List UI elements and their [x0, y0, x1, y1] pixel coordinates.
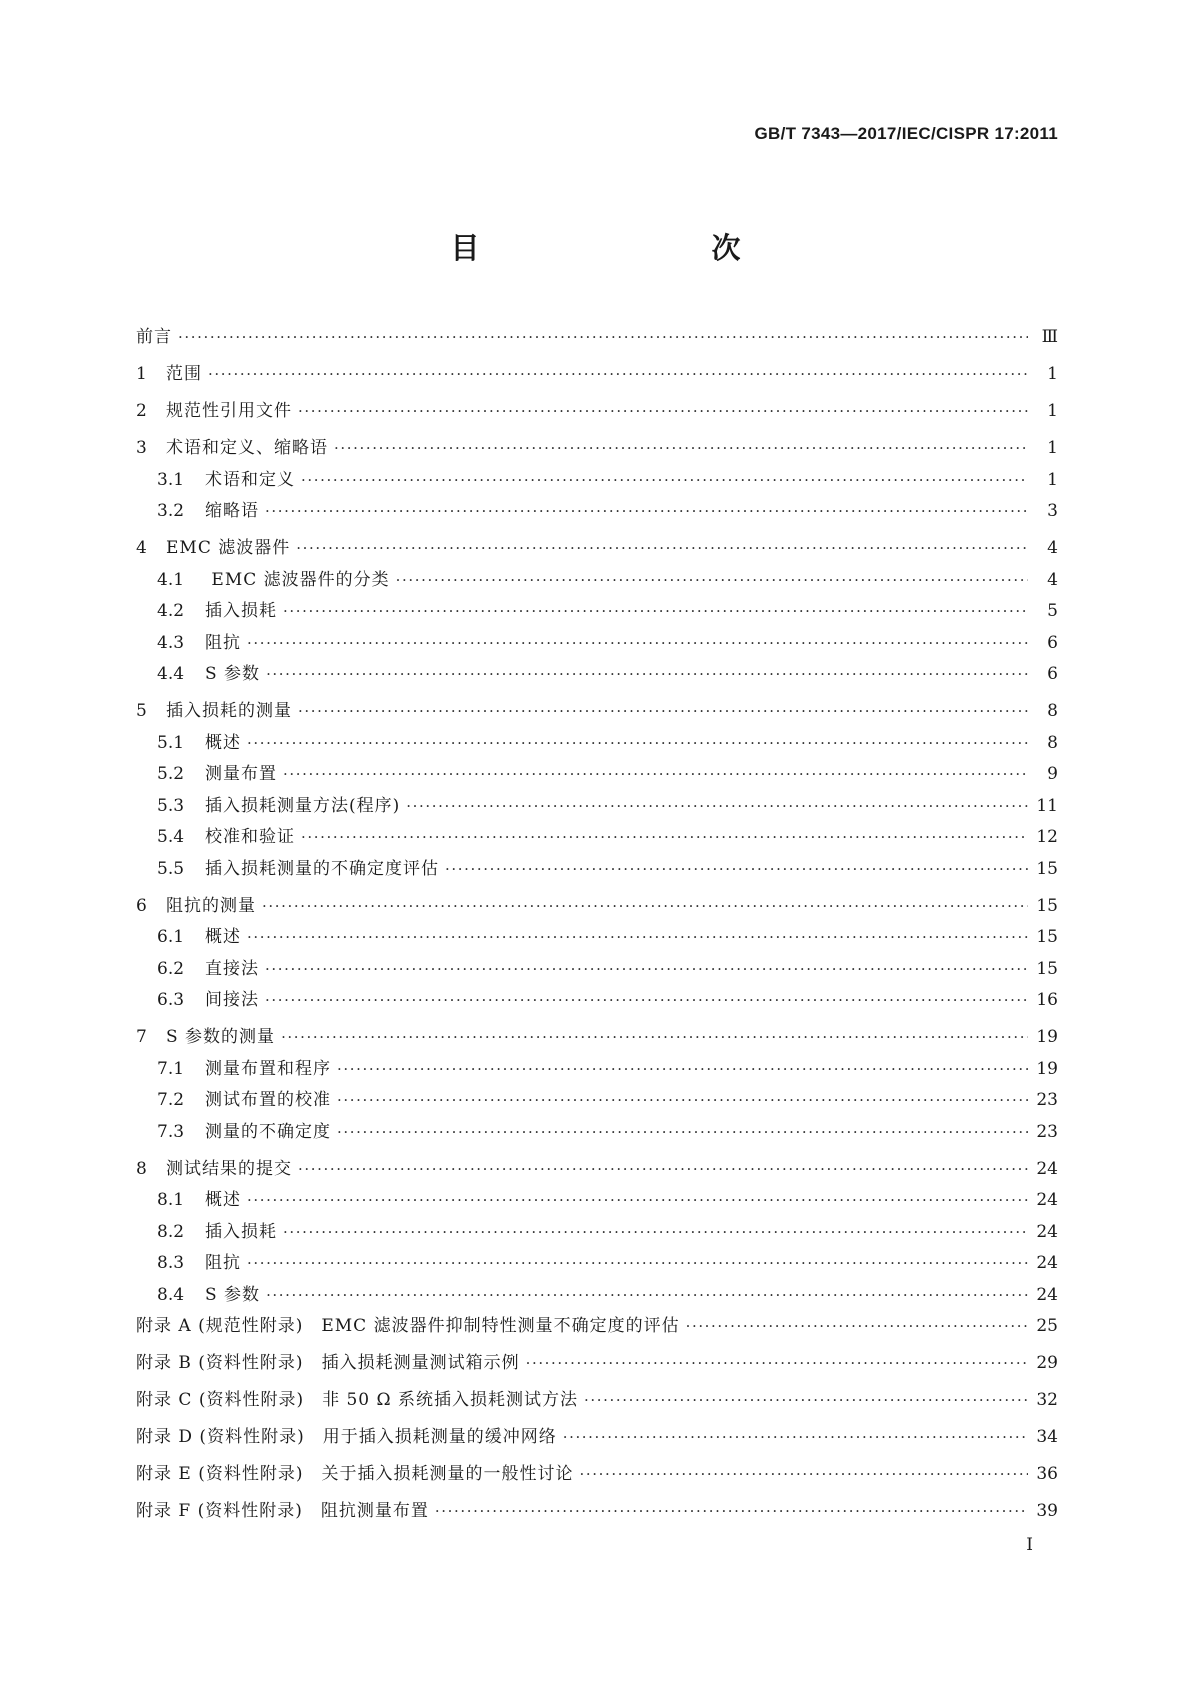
toc-entry-number: 3.2: [157, 501, 185, 521]
toc-leader-dots: [334, 437, 1028, 459]
toc-entry-page: 4: [1047, 538, 1058, 558]
toc-entry-page: 1: [1047, 364, 1058, 384]
toc-entry-page: 15: [1036, 927, 1058, 947]
toc-entry-page: 6: [1047, 664, 1058, 684]
toc-entry-number: 8: [136, 1158, 147, 1179]
toc-entry-number: 5.5: [157, 858, 185, 879]
toc-entry-title: 测试结果的提交: [166, 1158, 292, 1179]
toc-entry-title: 附录 D (资料性附录) 用于插入损耗测量的缓冲网络: [136, 1427, 557, 1447]
toc-leader-dots: [265, 958, 1028, 980]
toc-entry-page: 23: [1036, 1121, 1058, 1142]
toc-leader-dots: [686, 1315, 1028, 1337]
toc-entry-title: 间接法: [205, 990, 259, 1010]
toc-entry-title: 直接法: [205, 958, 259, 979]
toc-entry-number: 5: [136, 701, 147, 721]
toc-entry-title: 附录 A (规范性附录) EMC 滤波器件抑制特性测量不确定度的评估: [136, 1316, 680, 1336]
toc-leader-dots: [337, 1089, 1028, 1111]
toc-entry-title: 测量布置: [205, 764, 277, 784]
toc-entry-title: 缩略语: [205, 501, 259, 521]
toc-entry[interactable]: [136, 600, 1058, 632]
toc-leader-dots: [337, 1121, 1028, 1143]
toc-entry-page: 11: [1036, 795, 1058, 816]
toc-entry-title: 前言: [136, 327, 172, 347]
toc-entry-title: S 参数的测量: [166, 1027, 276, 1047]
toc-leader-dots: [265, 500, 1028, 522]
toc-leader-dots: [298, 1158, 1028, 1180]
toc-entry[interactable]: [136, 1121, 1058, 1153]
toc-entry-page: 24: [1036, 1158, 1058, 1179]
toc-entry-title: 概述: [205, 927, 241, 947]
toc-annex-entry[interactable]: [136, 1352, 1058, 1389]
toc-entry[interactable]: [136, 500, 1058, 532]
toc-entry-title: 术语和定义: [205, 469, 295, 490]
toc-entry[interactable]: [136, 326, 1058, 358]
toc-entry-number: 3.1: [157, 469, 185, 490]
toc-entry-page: 1: [1047, 438, 1058, 458]
toc-leader-dots: [445, 858, 1028, 880]
toc-entry[interactable]: [136, 826, 1058, 858]
toc-entry-page: 29: [1036, 1353, 1058, 1373]
toc-entry-number: 6: [136, 895, 147, 916]
toc-entry[interactable]: [136, 895, 1058, 927]
toc-entry-number: 7.2: [157, 1090, 185, 1110]
toc-entry-title: 附录 C (资料性附录) 非 50 Ω 系统插入损耗测试方法: [136, 1390, 579, 1410]
toc-entry-page: 24: [1036, 1253, 1058, 1273]
toc-entry-page: 39: [1036, 1501, 1058, 1521]
toc-entry-title: S 参数: [205, 1284, 261, 1305]
toc-leader-dots: [265, 989, 1028, 1011]
toc-entry-page: Ⅲ: [1041, 327, 1058, 347]
toc-entry-number: 5.3: [157, 795, 185, 816]
toc-entry-page: 15: [1036, 858, 1058, 879]
toc-entry-title: 测量的不确定度: [205, 1121, 331, 1142]
toc-entry-title: 插入损耗: [205, 1221, 277, 1242]
toc-entry[interactable]: [136, 926, 1058, 958]
toc-leader-dots: [247, 1189, 1028, 1211]
toc-entry-title: 概述: [205, 732, 241, 753]
page-number: I: [1026, 1535, 1033, 1555]
toc-entry-title: 阻抗: [205, 632, 241, 653]
toc-entry[interactable]: [136, 537, 1058, 569]
toc-annex-entry[interactable]: [136, 1426, 1058, 1463]
toc-leader-dots: [247, 1252, 1028, 1274]
toc-entry[interactable]: [136, 632, 1058, 664]
toc-annex-entry[interactable]: [136, 1389, 1058, 1426]
toc-entry[interactable]: [136, 1221, 1058, 1253]
toc-entry-number: 4.4: [157, 664, 185, 684]
toc-entry[interactable]: [136, 1284, 1058, 1316]
toc-entry-title: 范围: [166, 364, 202, 384]
toc-entry-page: 32: [1036, 1390, 1058, 1410]
toc-leader-dots: [301, 826, 1028, 848]
toc-leader-dots: [247, 926, 1028, 948]
toc-leader-dots: [563, 1426, 1028, 1448]
toc-entry[interactable]: [136, 363, 1058, 395]
toc-leader-dots: [247, 732, 1028, 754]
toc-entry-page: 24: [1036, 1284, 1058, 1305]
toc-entry-title: 规范性引用文件: [166, 401, 292, 421]
toc-entry[interactable]: [136, 858, 1058, 890]
toc-entry-number: 7.3: [157, 1121, 185, 1142]
toc-entry-number: 2: [136, 401, 147, 421]
toc-entry[interactable]: [136, 700, 1058, 732]
toc-entry[interactable]: [136, 1058, 1058, 1090]
toc-entry-title: 附录 E (资料性附录) 关于插入损耗测量的一般性讨论: [136, 1464, 574, 1484]
toc-entry-number: 6.3: [157, 990, 185, 1010]
toc-entry-page: 25: [1036, 1316, 1058, 1336]
toc-leader-dots: [281, 1026, 1028, 1048]
toc-entry-page: 36: [1036, 1464, 1058, 1484]
toc-entry-title: S 参数: [205, 664, 261, 684]
toc-entry-page: 6: [1047, 632, 1058, 653]
toc-entry-title: 阻抗: [205, 1253, 241, 1273]
toc-entry-title: 插入损耗测量的不确定度评估: [205, 858, 439, 879]
toc-entry-title: 校准和验证: [205, 827, 295, 847]
toc-leader-dots: [406, 795, 1028, 817]
toc-entry[interactable]: [136, 469, 1058, 501]
toc-entry-number: 5.2: [157, 764, 185, 784]
standard-code: GB/T 7343—2017/IEC/CISPR 17:2011: [754, 124, 1058, 143]
toc-entry[interactable]: [136, 795, 1058, 827]
toc-entry-page: 8: [1047, 701, 1058, 721]
toc-entry-number: 4.3: [157, 632, 185, 653]
toc-leader-dots: [266, 663, 1028, 685]
toc-entry-page: 34: [1036, 1427, 1058, 1447]
table-of-contents: [136, 326, 1058, 1537]
toc-entry-number: 3: [136, 438, 147, 458]
toc-entry[interactable]: [136, 1089, 1058, 1121]
toc-entry-page: 4: [1047, 569, 1058, 590]
toc-entry-title: 测试布置的校准: [205, 1090, 331, 1110]
toc-entry-page: 24: [1036, 1221, 1058, 1242]
toc-entry[interactable]: [136, 663, 1058, 695]
toc-leader-dots: [266, 1284, 1028, 1306]
toc-entry-page: 19: [1036, 1027, 1058, 1047]
toc-entry-number: 1: [136, 364, 147, 384]
toc-leader-dots: [301, 469, 1028, 491]
toc-leader-dots: [584, 1389, 1028, 1411]
toc-leader-dots: [208, 363, 1028, 385]
toc-annex-entry[interactable]: [136, 1315, 1058, 1352]
toc-leader-dots: [526, 1352, 1028, 1374]
toc-entry[interactable]: [136, 569, 1058, 601]
page-title: 目 次: [450, 231, 799, 265]
toc-entry-title: 概述: [205, 1190, 241, 1210]
toc-entry-page: 9: [1047, 764, 1058, 784]
toc-entry-number: 5.4: [157, 827, 185, 847]
toc-entry-page: 1: [1047, 469, 1058, 490]
toc-entry-title: 附录 B (资料性附录) 插入损耗测量测试箱示例: [136, 1353, 520, 1373]
toc-entry-page: 19: [1036, 1058, 1058, 1079]
toc-entry-page: 23: [1036, 1090, 1058, 1110]
toc-leader-dots: [178, 326, 1028, 348]
toc-entry[interactable]: [136, 958, 1058, 990]
toc-entry-number: 8.2: [157, 1221, 185, 1242]
toc-entry-title: 测量布置和程序: [205, 1058, 331, 1079]
toc-leader-dots: [262, 895, 1028, 917]
toc-leader-dots: [298, 400, 1028, 422]
toc-entry-title: 附录 F (资料性附录) 阻抗测量布置: [136, 1501, 429, 1521]
toc-entry-title: 术语和定义、缩略语: [166, 438, 328, 458]
toc-entry[interactable]: [136, 1252, 1058, 1284]
toc-entry-title: 插入损耗: [205, 601, 277, 621]
toc-leader-dots: [337, 1058, 1028, 1080]
toc-entry-number: 4.1: [157, 569, 185, 590]
toc-entry-number: 7: [136, 1027, 147, 1047]
toc-entry-title: EMC 滤波器件: [166, 538, 291, 558]
toc-entry-title: EMC 滤波器件的分类: [205, 569, 390, 590]
toc-entry[interactable]: [136, 763, 1058, 795]
toc-entry[interactable]: [136, 1158, 1058, 1190]
toc-entry-number: 6.1: [157, 927, 185, 947]
toc-entry[interactable]: [136, 732, 1058, 764]
toc-entry[interactable]: [136, 437, 1058, 469]
toc-annex-entry[interactable]: [136, 1500, 1058, 1537]
toc-entry-number: 4.2: [157, 601, 185, 621]
toc-entry-page: 24: [1036, 1190, 1058, 1210]
toc-leader-dots: [283, 763, 1028, 785]
toc-leader-dots: [298, 700, 1028, 722]
toc-leader-dots: [247, 632, 1028, 654]
toc-entry-page: 1: [1047, 401, 1058, 421]
toc-entry-page: 16: [1036, 990, 1058, 1010]
toc-entry-page: 8: [1047, 732, 1058, 753]
toc-leader-dots: [283, 600, 1028, 622]
toc-entry-number: 8.4: [157, 1284, 185, 1305]
toc-entry-page: 5: [1047, 601, 1058, 621]
toc-entry[interactable]: [136, 1189, 1058, 1221]
toc-leader-dots: [435, 1500, 1028, 1522]
toc-annex-entry[interactable]: [136, 1463, 1058, 1500]
toc-leader-dots: [283, 1221, 1028, 1243]
toc-entry-number: 8.3: [157, 1253, 185, 1273]
toc-leader-dots: [396, 569, 1028, 591]
toc-entry[interactable]: [136, 989, 1058, 1021]
toc-entry-number: 8.1: [157, 1190, 185, 1210]
toc-leader-dots: [296, 537, 1028, 559]
toc-entry-page: 12: [1036, 827, 1058, 847]
toc-entry-page: 15: [1036, 958, 1058, 979]
toc-entry-number: 6.2: [157, 958, 185, 979]
toc-entry-number: 4: [136, 538, 147, 558]
toc-entry-page: 3: [1047, 501, 1058, 521]
toc-leader-dots: [579, 1463, 1028, 1485]
toc-entry-title: 阻抗的测量: [166, 895, 256, 916]
toc-entry[interactable]: [136, 400, 1058, 432]
toc-entry[interactable]: [136, 1026, 1058, 1058]
toc-entry-title: 插入损耗测量方法(程序): [205, 795, 401, 816]
toc-entry-title: 插入损耗的测量: [166, 701, 292, 721]
toc-entry-number: 5.1: [157, 732, 185, 753]
toc-entry-number: 7.1: [157, 1058, 185, 1079]
toc-entry-page: 15: [1036, 895, 1058, 916]
